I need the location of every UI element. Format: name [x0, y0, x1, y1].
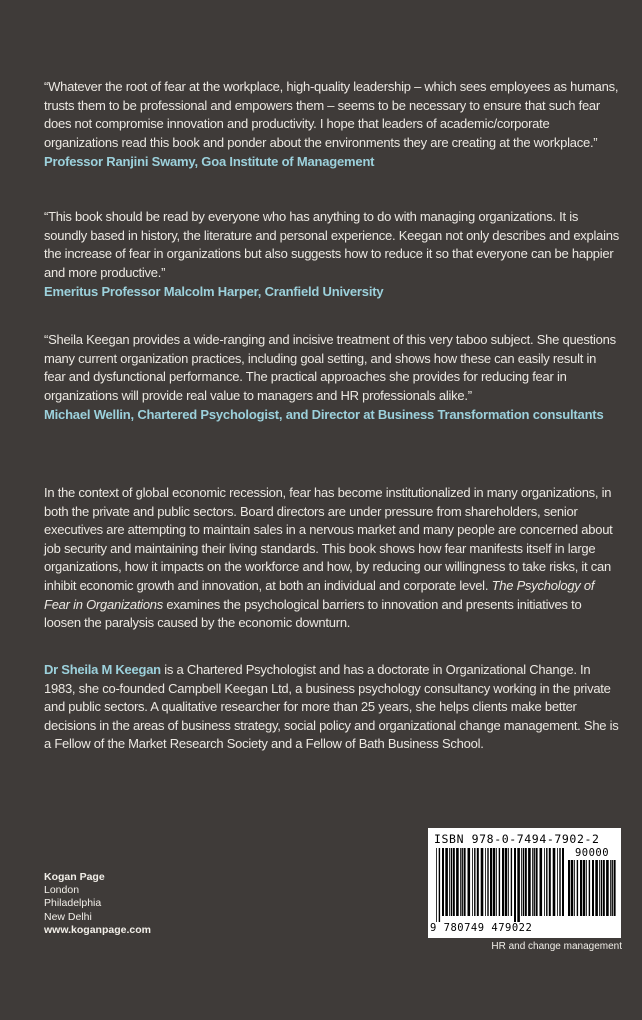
description-part-1: In the context of global economic recession, fear has become institutionalized in many organizations, in both the private and public sectors. Board directors are under pressure from shareholders, senior executives are attempting to maintain sales in a nervous market and many people are concerned about job security and maintaining their living standards. This book shows how fear manifests itself in large organizations, how it impacts on the workforce and how, by reducing our willingness to take risks, it can inhibit economic growth and innovation, at both an individual and corporate level. — [44, 485, 613, 593]
isbn-barcode — [428, 828, 621, 938]
book-title: The Psychology of Fear in Organizations — [44, 577, 595, 612]
publisher-name: Kogan Page — [44, 871, 105, 883]
barcode-bars — [436, 848, 564, 922]
subject-category: HR and change management — [491, 941, 622, 952]
quote-text: “This book should be read by everyone who has anything to do with managing organizations. It is soundly based in history, the literature and personal experience. Keegan not only describes and explains the increase of fear in organizations but also suggests how to reduce it so that everyone can be happier and more productive.” — [44, 209, 620, 280]
publisher-city: London — [44, 884, 80, 897]
author-bio — [44, 661, 620, 754]
quote-text: “Sheila Keegan provides a wide-ranging and incisive treatment of this very taboo subject. She questions many current organization practices, including goal setting, and shows how these can easily result in fear and dysfunctional performance. The practical approaches she provides for reducing fear in organizations will provide real value to managers and HR professionals alike.” — [44, 332, 616, 403]
barcode-addon-bars — [568, 860, 616, 922]
quote-1 — [44, 78, 620, 171]
publisher-city: New Delhi — [44, 910, 92, 923]
book-description — [44, 484, 620, 633]
publisher-block — [44, 871, 151, 937]
barcode-number: 9 780749 479022 — [430, 922, 533, 934]
quote-attribution: Michael Wellin, Chartered Psychologist, and Director at Business Transformation consultants — [44, 407, 604, 422]
barcode-addon-number: 90000 — [574, 847, 610, 859]
description-text — [44, 484, 620, 633]
quote-text: “Whatever the root of fear at the workplace, high-quality leadership – which sees employees as humans, trusts them to be professional and empowers them – seems to be necessary to ensure that such fear does not compromise innovation and productivity. I hope that leaders of academic/corporate organizations read this book and ponder about the environments they are creating at the workplace.” — [44, 79, 619, 150]
quote-3 — [44, 331, 620, 424]
publisher-url: www.koganpage.com — [44, 923, 151, 936]
quote-2 — [44, 208, 620, 301]
publisher-city: Philadelphia — [44, 897, 102, 910]
quote-attribution: Emeritus Professor Malcolm Harper, Cranfield University — [44, 284, 384, 299]
description-part-2: examines the psychological barriers to innovation and presents initiatives to loosen the paralysis caused by the economic downturn. — [44, 596, 582, 631]
isbn-label: ISBN 978-0-7494-7902-2 — [434, 832, 600, 846]
author-bio-body: is a Chartered Psychologist and has a doctorate in Organizational Change. In 1983, she co-founded Campbell Keegan Ltd, a business psychology consultancy working in the private and public sectors. A qualitative researcher for more than 25 years, she helps clients make better decisions in the areas of business strategy, social policy and organizational change management. She is a Fellow of the Market Research Society and a Fellow of Bath Business School. — [44, 662, 619, 752]
quote-attribution: Professor Ranjini Swamy, Goa Institute of Management — [44, 154, 375, 169]
author-bio-text — [44, 661, 620, 754]
author-name: Dr Sheila M Keegan — [44, 662, 161, 677]
